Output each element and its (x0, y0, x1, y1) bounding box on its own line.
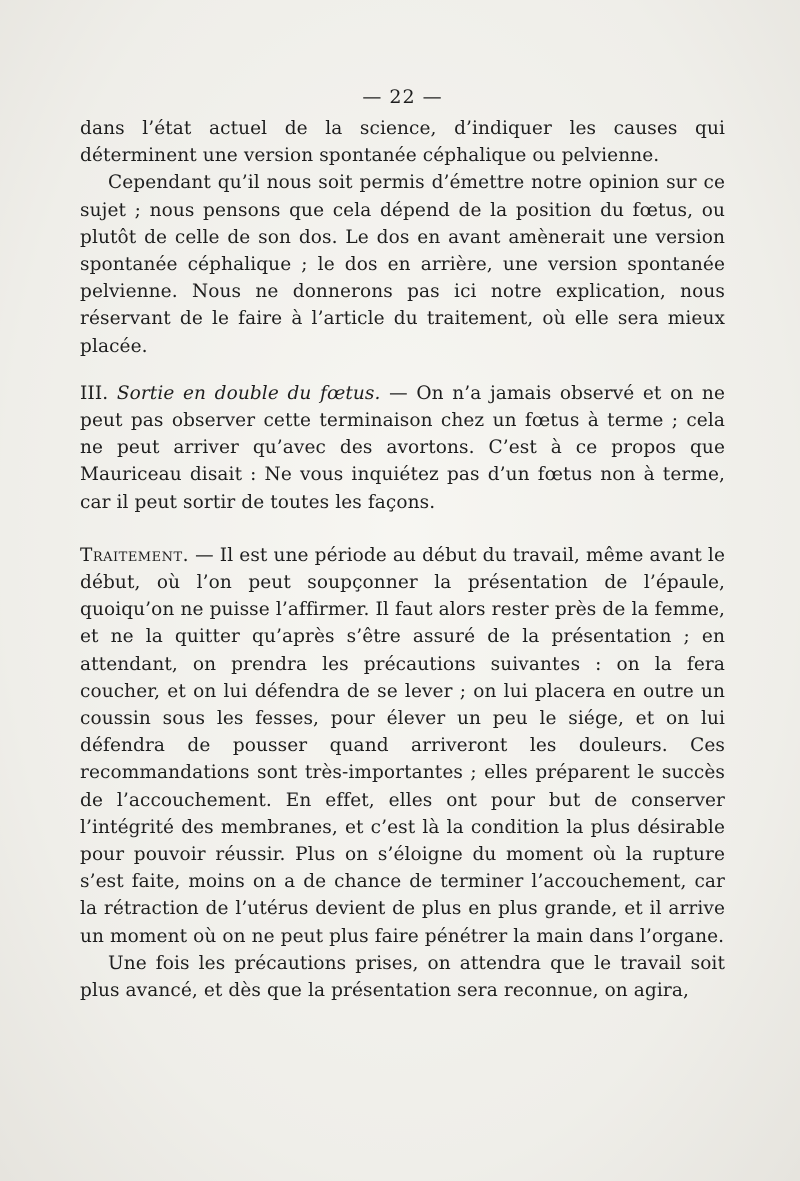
section-title: Sortie en double du fœtus. (116, 382, 381, 404)
section-body: — On n’a jamais observé et on ne peut pas observer cette terminaison chez un fœtus à terme ; cela ne peut arriver qu’avec des avortons. C’est à ce propos que Mauriceau disait : Ne vous inquiétez pas d’un fœtus non à terme, car il peut sortir de toutes les façons. (80, 382, 725, 513)
section-numeral: III. (80, 382, 109, 404)
paragraph-final: Une fois les précautions prises, on attendra que le travail soit plus avancé, et dès que la présentation sera reconnue, on agira, (80, 952, 725, 1002)
section-traitement (80, 542, 725, 950)
paragraph-opinion: Cependant qu’il nous soit permis d’émettre notre opinion sur ce sujet ; nous pensons que cela dépend de la position du fœtus, ou plutôt de celle de son dos. Le dos en avant amènerait une version spontanée céphalique ; le dos en arrière, une version spontanée pelvienne. Nous ne donnerons pas ici notre explication, nous réservant de le faire à l’article du traitement, où elle sera mieux placée. (80, 172, 725, 357)
section-sortie-en-double (80, 380, 725, 516)
treatment-heading: Traitement. (80, 544, 190, 566)
page-number: — 22 — (362, 86, 443, 108)
page-text-block (80, 85, 725, 1004)
paragraph-continuation: dans l’état actuel de la science, d’indiquer les causes qui déterminent une version spontanée céphalique ou pelvienne. (80, 118, 725, 167)
treatment-body: — Il est une période au début du travail, même avant le début, où l’on peut soupçonner la présentation de l’épaule, quoiqu’on ne puisse l’affirmer. Il faut alors rester près de la femme, et ne la quitter qu’après s’être assuré de la présentation ; en attendant, on prendra les précautions suivantes : on la fera coucher, et on lui défendra de se lever ; on lui placera en outre un coussin sous les fesses, pour élever un peu le siége, et on lui défendra de pousser quand arriveront les douleurs. Ces recommandations sont très-importantes ; elles préparent le succès de l’accouchement. En effet, elles ont pour but de conserver l’intégrité des membranes, et c’est là la condition la plus désirable pour pouvoir réussir. Plus on s’éloigne du moment où la rupture s’est faite, moins on a de chance de terminer l’accouchement, car la rétraction de l’utérus devient de plus en plus grande, et il arrive un moment où on ne peut plus faire pénétrer la main dans l’organe. (80, 544, 725, 947)
